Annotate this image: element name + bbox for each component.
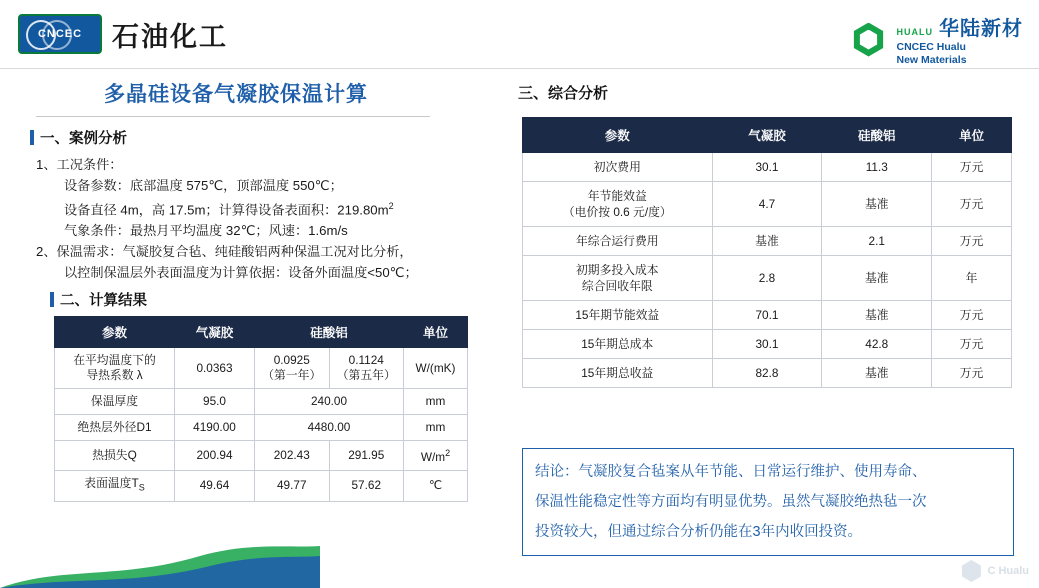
cell-param (523, 182, 713, 227)
value-line-2: （第一年） (262, 368, 322, 383)
left-column (22, 78, 492, 502)
conclusion-box (522, 448, 1014, 556)
col-aerogel: 气凝胶 (712, 118, 822, 153)
col-param: 参数 (55, 317, 175, 348)
cell-unit: 万元 (932, 182, 1012, 227)
cell-param: 绝热层外径D1 (55, 415, 175, 441)
cell-aerogel: 基准 (712, 227, 822, 256)
section-2-heading (50, 289, 492, 310)
cell-silicate-y5: 57.62 (329, 471, 404, 501)
cell-aerogel: 70.1 (712, 301, 822, 330)
section-2-heading-text: 二、计算结果 (60, 293, 147, 310)
cell-silicate-y5 (329, 348, 404, 389)
comprehensive-analysis-table (522, 117, 1012, 388)
table-row (523, 182, 1012, 227)
hualu-hexagon-icon (849, 20, 889, 60)
cell-unit: mm (404, 415, 468, 441)
cell-param: 15年期总成本 (523, 330, 713, 359)
cell-unit (404, 441, 468, 471)
calculation-results-table (54, 316, 468, 501)
table-row (523, 359, 1012, 388)
col-silicate: 硅酸铝 (255, 317, 404, 348)
title-divider (36, 116, 430, 117)
cell-silicate-merged: 4480.00 (255, 415, 404, 441)
table-row (55, 441, 468, 471)
section-accent-bar (30, 130, 34, 145)
page-header (0, 0, 1039, 68)
table-row (55, 415, 468, 441)
cell-param: 保温厚度 (55, 389, 175, 415)
hualu-en-line1: CNCEC Hualu (896, 41, 966, 53)
section-1-item-2: 2、保温需求：气凝胶复合毡、纯硅酸铝两种保温工况对比分析， (36, 244, 413, 260)
value-line-1: 0.0925 (273, 353, 310, 368)
param-line-1: 在平均温度下的 (73, 353, 156, 368)
cell-silicate: 42.8 (822, 330, 932, 359)
watermark-hexagon-icon (960, 560, 982, 582)
hualu-text-block (897, 12, 1024, 67)
conclusion-line-1: 结论：气凝胶复合毡案从年节能、日常运行维护、使用寿命、 (535, 464, 927, 480)
right-column (510, 82, 1022, 388)
section-1-line-2-text: 设备直径 4m，高 17.5m；计算得设备表面积：219.80m (64, 202, 389, 218)
cell-aerogel: 82.8 (712, 359, 822, 388)
table-row (55, 471, 468, 501)
col-unit: 单位 (404, 317, 468, 348)
cell-aerogel: 30.1 (712, 330, 822, 359)
table-row (55, 348, 468, 389)
cell-silicate: 2.1 (822, 227, 932, 256)
page-title: 多晶硅设备气凝胶保温计算 (104, 83, 368, 106)
cell-silicate-y1: 49.77 (255, 471, 330, 501)
cell-aerogel: 200.94 (175, 441, 255, 471)
unit-text: W/m (420, 450, 446, 465)
cell-unit: 万元 (932, 153, 1012, 182)
param-line-2: 导热系数 λ (86, 368, 143, 383)
cell-param: 热损失Q (55, 441, 175, 471)
footer-decoration (0, 546, 320, 588)
table-row (523, 153, 1012, 182)
unit-superscript: 2 (445, 448, 451, 459)
value-line-1: 0.1124 (348, 353, 384, 368)
cell-unit: 万元 (932, 330, 1012, 359)
cell-silicate: 基准 (822, 359, 932, 388)
section-1-line-2 (64, 196, 492, 220)
section-1-line-2-superscript: 2 (388, 201, 394, 211)
cell-unit: 万元 (932, 301, 1012, 330)
cell-silicate-y5: 291.95 (329, 441, 404, 471)
param-line-2: 综合回收年限 (581, 279, 653, 293)
cell-unit: 年 (932, 256, 1012, 301)
footer-wave-graphic (0, 546, 320, 588)
cell-unit: mm (404, 389, 468, 415)
header-divider (0, 68, 1039, 69)
table-row (523, 227, 1012, 256)
param-line-2: （电价按 0.6 元/度） (562, 205, 672, 219)
hualu-en-line2: New Materials (896, 54, 967, 66)
table-row (523, 256, 1012, 301)
table-header-row (523, 118, 1012, 153)
value-line-2: （第五年） (336, 368, 396, 383)
cell-param (55, 471, 175, 501)
conclusion-line-3: 投资较大，但通过综合分析仍能在3年内收回投资。 (535, 524, 863, 540)
param-subscript: S (138, 482, 145, 493)
hualu-pinyin: HUALU (896, 27, 933, 37)
section-accent-bar (50, 292, 54, 307)
section-1-heading (30, 127, 492, 148)
cell-param (55, 348, 175, 389)
cell-aerogel: 49.64 (175, 471, 255, 501)
hualu-logo (849, 12, 1024, 67)
cell-aerogel: 30.1 (712, 153, 822, 182)
cell-silicate: 基准 (822, 256, 932, 301)
cell-param: 初次费用 (523, 153, 713, 182)
cell-param: 15年期节能效益 (523, 301, 713, 330)
cell-silicate-y1: 202.43 (255, 441, 330, 471)
section-1-line-3: 气象条件：最热月平均温度 32℃；风速：1.6m/s (64, 223, 348, 239)
watermark-label: C Hualu (987, 565, 1029, 577)
cell-param: 15年期总收益 (523, 359, 713, 388)
cncec-logo-text: CNCEC (37, 28, 83, 40)
section-1-item-2b: 以控制保温层外表面温度为计算依据：设备外面温度<50℃； (64, 265, 418, 281)
table-row (523, 330, 1012, 359)
brand-title-cn: 石油化工 (112, 21, 228, 52)
cell-param (523, 256, 713, 301)
conclusion-line-2: 保温性能稳定性等方面均有明显优势。虽然气凝胶绝热毡一次 (535, 494, 927, 510)
cell-aerogel: 2.8 (712, 256, 822, 301)
param-text: 表面温度T (84, 476, 139, 491)
cell-aerogel: 4.7 (712, 182, 822, 227)
section-1-item-1: 1、工况条件： (36, 157, 123, 172)
cell-unit: ℃ (404, 471, 468, 501)
cncec-logo (18, 14, 228, 54)
cell-aerogel: 0.0363 (175, 348, 255, 389)
section-1-line-1: 设备参数：底部温度 575℃，顶部温度 550℃； (64, 178, 343, 193)
hualu-title-cn: 华陆新材 (939, 18, 1023, 40)
cell-unit: 万元 (932, 227, 1012, 256)
cncec-logo-icon (18, 14, 102, 54)
page-watermark (960, 560, 1029, 582)
cell-param: 年综合运行费用 (523, 227, 713, 256)
cell-aerogel: 4190.00 (175, 415, 255, 441)
table-row (55, 389, 468, 415)
col-unit: 单位 (932, 118, 1012, 153)
table-header-row (55, 317, 468, 348)
section-1-heading-text: 一、案例分析 (40, 131, 127, 147)
col-silicate: 硅酸铝 (822, 118, 932, 153)
param-line-1: 年节能效益 (587, 189, 647, 203)
cell-unit: W/(mK) (404, 348, 468, 389)
col-aerogel: 气凝胶 (175, 317, 255, 348)
cell-silicate: 基准 (822, 182, 932, 227)
cell-silicate-merged: 240.00 (255, 389, 404, 415)
param-line-1: 初期多投入成本 (575, 263, 659, 277)
section-3-heading: 三、综合分析 (518, 85, 609, 102)
cell-silicate-y1 (255, 348, 330, 389)
col-param: 参数 (523, 118, 713, 153)
cell-silicate: 基准 (822, 301, 932, 330)
cell-unit: 万元 (932, 359, 1012, 388)
cell-silicate: 11.3 (822, 153, 932, 182)
table-row (523, 301, 1012, 330)
cell-aerogel: 95.0 (175, 389, 255, 415)
